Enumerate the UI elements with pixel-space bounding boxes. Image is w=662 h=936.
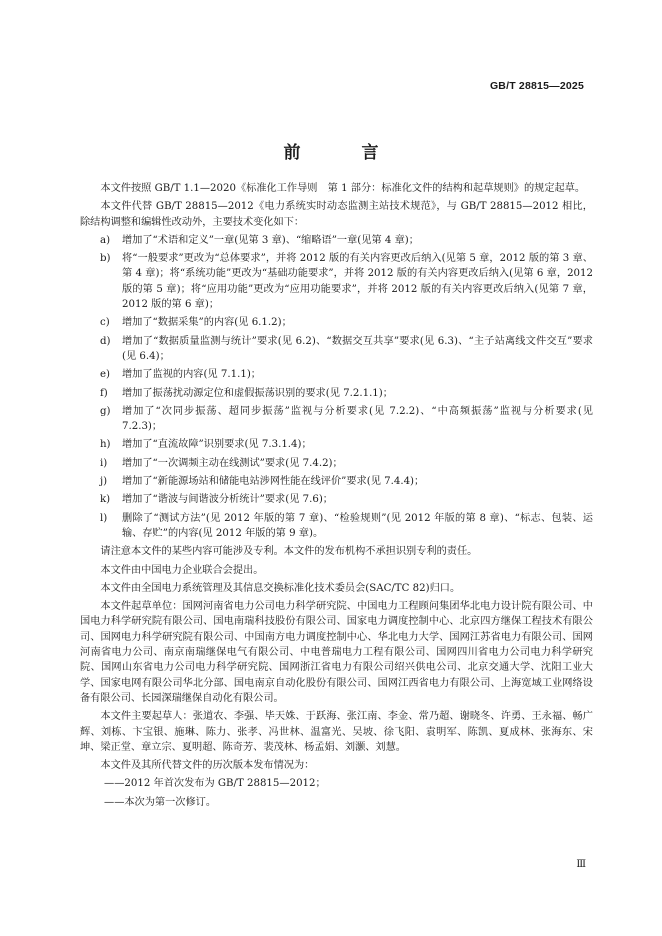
list-item-text: 增加了振荡扰动源定位和虚假振荡识别的要求(见 7.2.1.1)； bbox=[122, 387, 393, 399]
list-marker: a) bbox=[100, 234, 111, 246]
page-title: 前 言 bbox=[283, 143, 401, 163]
list-item-text: 增加了监视的内容(见 7.1.1)； bbox=[122, 369, 261, 381]
page-number: Ⅲ bbox=[576, 859, 586, 870]
proposer: 本文件由中国电力企业联合会提出。 bbox=[100, 564, 264, 576]
list-item-text: 增加了“术语和定义”一章(见第 3 章)、“缩略语”一章(见第 4 章)； bbox=[122, 234, 419, 246]
standard-number: GB/T 28815—2025 bbox=[489, 80, 584, 92]
list-marker: k) bbox=[100, 494, 111, 506]
foreword-body bbox=[80, 181, 593, 813]
history-item: ——2012 年首次发布为 GB/T 28815—2012； bbox=[104, 778, 326, 790]
history-item: ——本次为第一次修订。 bbox=[104, 796, 217, 808]
list-item bbox=[80, 437, 593, 452]
list-marker: d) bbox=[100, 335, 111, 347]
list-item bbox=[80, 456, 593, 471]
change-list bbox=[80, 233, 593, 541]
history-intro: 本文件及其所代替文件的历次版本发布情况为： bbox=[100, 760, 315, 772]
list-item-text: 增加了“直流故障”识别要求(见 7.3.1.4)； bbox=[122, 439, 312, 451]
list-marker: j) bbox=[100, 476, 108, 488]
list-item bbox=[80, 367, 593, 382]
list-item bbox=[80, 251, 593, 312]
list-item bbox=[80, 492, 593, 507]
list-item bbox=[80, 315, 593, 330]
list-marker: b) bbox=[100, 253, 111, 265]
list-item bbox=[80, 233, 593, 248]
list-item bbox=[80, 511, 593, 542]
list-marker: i) bbox=[100, 457, 108, 469]
list-item-text: 增加了“数据质量监测与统计”要求(见 6.2)、“数据交互共享”要求(见 6.3)、“主子站离线文件交互”要求(见 6.4)； bbox=[122, 335, 593, 362]
list-marker: g) bbox=[100, 405, 111, 417]
list-item-text: 将“一般要求”更改为“总体要求”，并将 2012 版的有关内容更改后纳入(见第 5 章，2012 版的第 3 章、第 4 章)；将“系统功能”更改为“基础功能要求”，并将 2012 版的有关内容更改后纳入(见第 6 章，2012 版的第 5 章)；将“应用功能”更改为“应用功能要求”，并将 2012 版的有关内容更改后纳入(见第 7 章，2012 版的第 6 章)； bbox=[122, 253, 593, 311]
list-item bbox=[80, 334, 593, 365]
list-item bbox=[80, 386, 593, 401]
list-item-text: 增加了“一次调频主动在线测试”要求(见 7.4.2)； bbox=[122, 457, 343, 469]
list-item-text: 增加了“新能源场站和储能电站涉网性能在线评价”要求(见 7.4.4)； bbox=[122, 476, 425, 488]
paragraph: 本文件代替 GB/T 28815—2012《电力系统实时动态监测主站技术规范》，与 GB/T 28815—2012 相比，除结构调整和编辑性改动外，主要技术变化如下： bbox=[80, 201, 593, 228]
patent-notice: 请注意本文件的某些内容可能涉及专利。本文件的发布机构不承担识别专利的责任。 bbox=[100, 546, 478, 558]
list-marker: e) bbox=[100, 369, 111, 381]
list-marker: h) bbox=[100, 439, 111, 451]
committee: 本文件由全国电力系统管理及其信息交换标准化技术委员会(SAC/TC 82)归口。 bbox=[100, 582, 461, 594]
list-item bbox=[80, 404, 593, 435]
list-item-text: 增加了“数据采集”的内容(见 6.1.2)； bbox=[122, 317, 292, 329]
list-item-text: 删除了“测试方法”(见 2012 年版的第 7 章)、“检验规则”(见 2012 年版的第 8 章)、“标志、包装、运输、存贮”的内容(见 2012 年版的第 9 章)。 bbox=[122, 512, 593, 539]
list-marker: f) bbox=[100, 387, 108, 399]
list-marker: l) bbox=[100, 512, 108, 524]
paragraph: 本文件按照 GB/T 1.1—2020《标准化工作导则 第 1 部分：标准化文件的结构和起草规则》的规定起草。 bbox=[100, 183, 586, 194]
drafters: 本文件主要起草人：张道农、李强、毕天姝、于跃海、张江南、李金、常乃超、谢晓冬、许勇、王永福、畅广辉、刘栋、卞宝银、施琳、陈力、张孝、冯世林、温富光、吴坡、徐飞阳、袁明军、陈凯、夏成林、张海东、宋坤、梁正堂、章立宗、夏明超、陈奇芳、裴茂林、杨孟娟、刘灏、刘慧。 bbox=[80, 711, 593, 753]
list-marker: c) bbox=[100, 317, 110, 329]
list-item-text: 增加了“次同步振荡、超同步振荡”监视与分析要求(见 7.2.2)、“中高频振荡”监视与分析要求(见 7.2.3)； bbox=[122, 405, 593, 433]
list-item-text: 增加了“谐波与间谐波分析统计”要求(见 7.6)； bbox=[122, 494, 333, 506]
drafting-organizations: 本文件起草单位：国网河南省电力公司电力科学研究院、中国电力工程顾问集团华北电力设计院有限公司、中国电力科学研究院有限公司、国电南瑞科技股份有限公司、国家电力调度控制中心、北京四方继保工程技术有限公司、国网电力科学研究院有限公司、中国南方电力调度控制中心、华北电力大学、国网江苏省电力有限公司、国网河南省电力公司、南京南瑞继保电气有限公司、中电普瑞电力工程有限公司、国网四川省电力公司电力科学研究院、国网山东省电力公司电力科学研究院、国网浙江省电力有限公司绍兴供电公司、北京交通大学、沈阳工业大学、国家电网有限公司华北分部、国电南京自动化股份有限公司、国网江西省电力有限公司、上海宽域工业网络设备有限公司、长园深瑞继保自动化有限公司。 bbox=[80, 601, 593, 704]
list-item bbox=[80, 474, 593, 489]
